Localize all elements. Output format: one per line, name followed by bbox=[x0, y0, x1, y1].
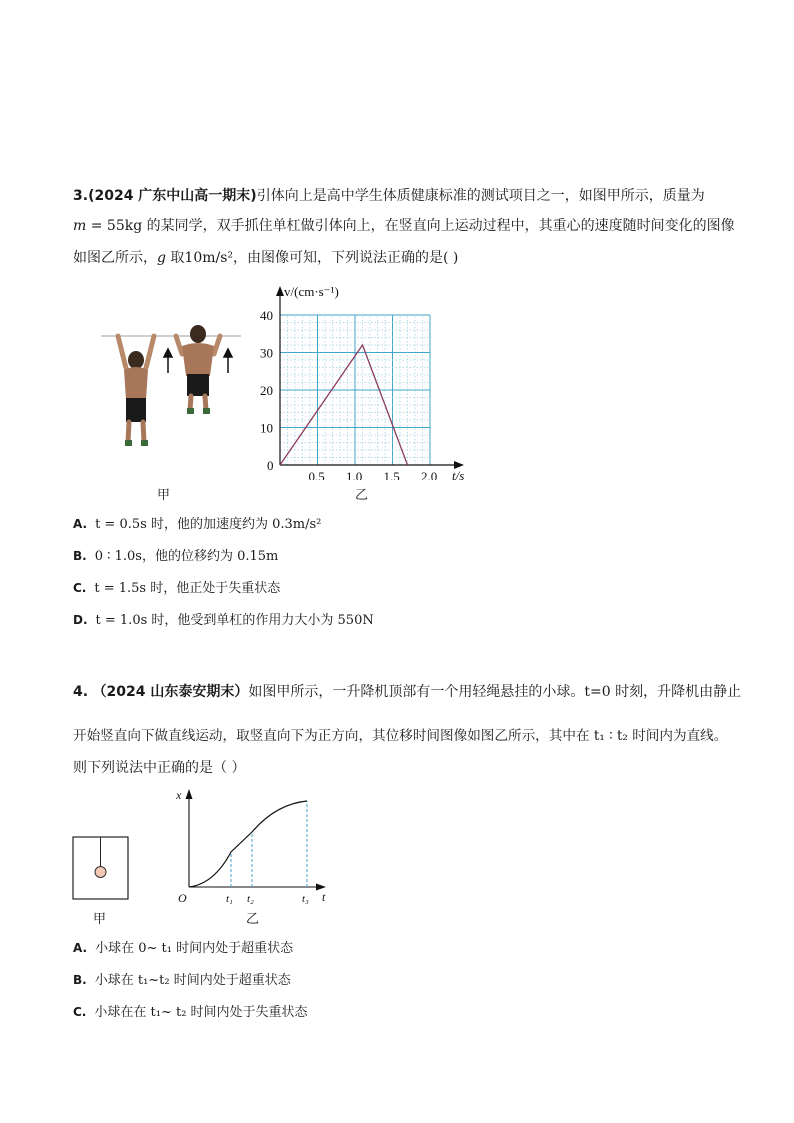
option-text: 小球在 t₁~t₂ 时间内处于超重状态 bbox=[94, 973, 291, 988]
option-label: B. bbox=[73, 973, 87, 987]
tick-label-t3: t₃ bbox=[302, 893, 309, 905]
option-label: D. bbox=[73, 613, 88, 627]
x-tick-label: 0.5 bbox=[308, 469, 325, 480]
q4-line2: 开始竖直向下做直线运动，取竖直向下为正方向，其位移时间图像如图乙所示，其中在 t₁ ∶ t₂ 时间内为直线。 bbox=[73, 728, 728, 744]
y-tick-label: 30 bbox=[260, 345, 273, 361]
option-text: t = 1.5s 时，他正处于失重状态 bbox=[94, 581, 281, 596]
chart-axes bbox=[186, 789, 327, 891]
option-text: 小球在 0~ t₁ 时间内处于超重状态 bbox=[95, 941, 294, 956]
ball-icon bbox=[95, 867, 106, 878]
q4-fig-left-caption: 甲 bbox=[93, 912, 107, 927]
q3-option-a[interactable] bbox=[73, 514, 321, 535]
q3-line1 bbox=[73, 186, 705, 206]
q3-line3-b: 取10m/s²，由图像可知，下列说法正确的是( ) bbox=[165, 250, 459, 266]
option-text: t = 1.0s 时，他受到单杠的作用力大小为 550N bbox=[95, 613, 374, 628]
option-text: t = 0.5s 时，他的加速度约为 0.3m/s² bbox=[95, 517, 322, 532]
x-tick-label: 1.5 bbox=[383, 469, 400, 480]
person-hanging-icon bbox=[118, 336, 154, 446]
y-axis-label: x bbox=[176, 788, 182, 802]
q3-line2-text: 的某同学，双手抓住单杠做引体向上，在竖直向上运动过程中，其重心的速度随时间变化的图像 bbox=[142, 218, 735, 234]
tick-label-t1: t₁ bbox=[226, 893, 233, 905]
y-tick-label: 10 bbox=[260, 420, 273, 436]
q4-line1 bbox=[73, 682, 741, 702]
q4-number: 4. bbox=[73, 684, 89, 700]
q3-mass-symbol: m bbox=[73, 218, 87, 234]
q3-pullup-figure bbox=[96, 318, 246, 453]
option-label: B. bbox=[73, 549, 87, 563]
chart-grid bbox=[280, 315, 430, 465]
y-tick-label: 40 bbox=[260, 308, 273, 323]
y-tick-label: 20 bbox=[260, 383, 273, 398]
option-label: C. bbox=[73, 581, 87, 595]
q4-option-a[interactable] bbox=[73, 938, 293, 959]
q3-option-d[interactable] bbox=[73, 610, 374, 631]
q4-elevator-figure bbox=[72, 834, 132, 902]
q3-g-symbol: g bbox=[157, 250, 166, 266]
q3-line3 bbox=[73, 248, 458, 268]
up-arrow-icon bbox=[164, 349, 172, 373]
person-pulling-up-icon bbox=[176, 325, 220, 414]
option-label: A. bbox=[73, 941, 88, 955]
q3-source: .(2024 广东中山高一期末) bbox=[82, 188, 257, 204]
option-text: 0 ∶ 1.0s，他的位移约为 0.15m bbox=[94, 549, 279, 564]
q3-fig-left-caption: 甲 bbox=[157, 488, 171, 503]
y-axis-label: v/(cm·s⁻¹) bbox=[284, 284, 339, 299]
x-tick-label: 1.0 bbox=[346, 469, 363, 480]
option-text: 小球在在 t₁~ t₂ 时间内处于失重状态 bbox=[94, 1005, 308, 1020]
guide-lines bbox=[231, 801, 307, 887]
q4-option-c[interactable] bbox=[73, 1002, 308, 1023]
q4-option-b[interactable] bbox=[73, 970, 291, 991]
displacement-curve bbox=[189, 801, 307, 887]
q3-option-c[interactable] bbox=[73, 578, 280, 599]
q3-option-b[interactable] bbox=[73, 546, 278, 567]
x-tick-label: 2.0 bbox=[421, 469, 438, 480]
origin-label: O bbox=[178, 891, 187, 905]
q4-line1-text: 如图甲所示，一升降机顶部有一个用轻绳悬挂的小球。t=0 时刻，升降机由静止 bbox=[248, 684, 742, 700]
q3-line1-text: 引体向上是高中学生体质健康标准的测试项目之一，如图甲所示，质量为 bbox=[256, 188, 705, 204]
q3-line3-a: 如图乙所示， bbox=[73, 250, 157, 266]
q4-fig-right-caption: 乙 bbox=[246, 912, 260, 927]
q3-fig-right-caption: 乙 bbox=[355, 488, 369, 503]
option-label: A. bbox=[73, 517, 88, 531]
origin-label: 0 bbox=[267, 458, 274, 473]
q3-number: 3 bbox=[73, 188, 83, 204]
q4-line3: 则下列说法中正确的是（ ） bbox=[73, 760, 246, 776]
q3-line2 bbox=[73, 216, 735, 236]
up-arrow-icon bbox=[224, 349, 232, 373]
x-axis-label: t/s bbox=[452, 468, 465, 480]
x-axis-label: t bbox=[322, 890, 326, 904]
q4-source: （2024 山东泰安期末） bbox=[92, 684, 249, 700]
q3-mass-value: = 55kg bbox=[86, 218, 143, 234]
q4-xt-chart bbox=[170, 786, 340, 910]
q3-vt-chart bbox=[250, 280, 480, 480]
option-label: C. bbox=[73, 1005, 87, 1019]
tick-label-t2: t₂ bbox=[247, 893, 254, 905]
